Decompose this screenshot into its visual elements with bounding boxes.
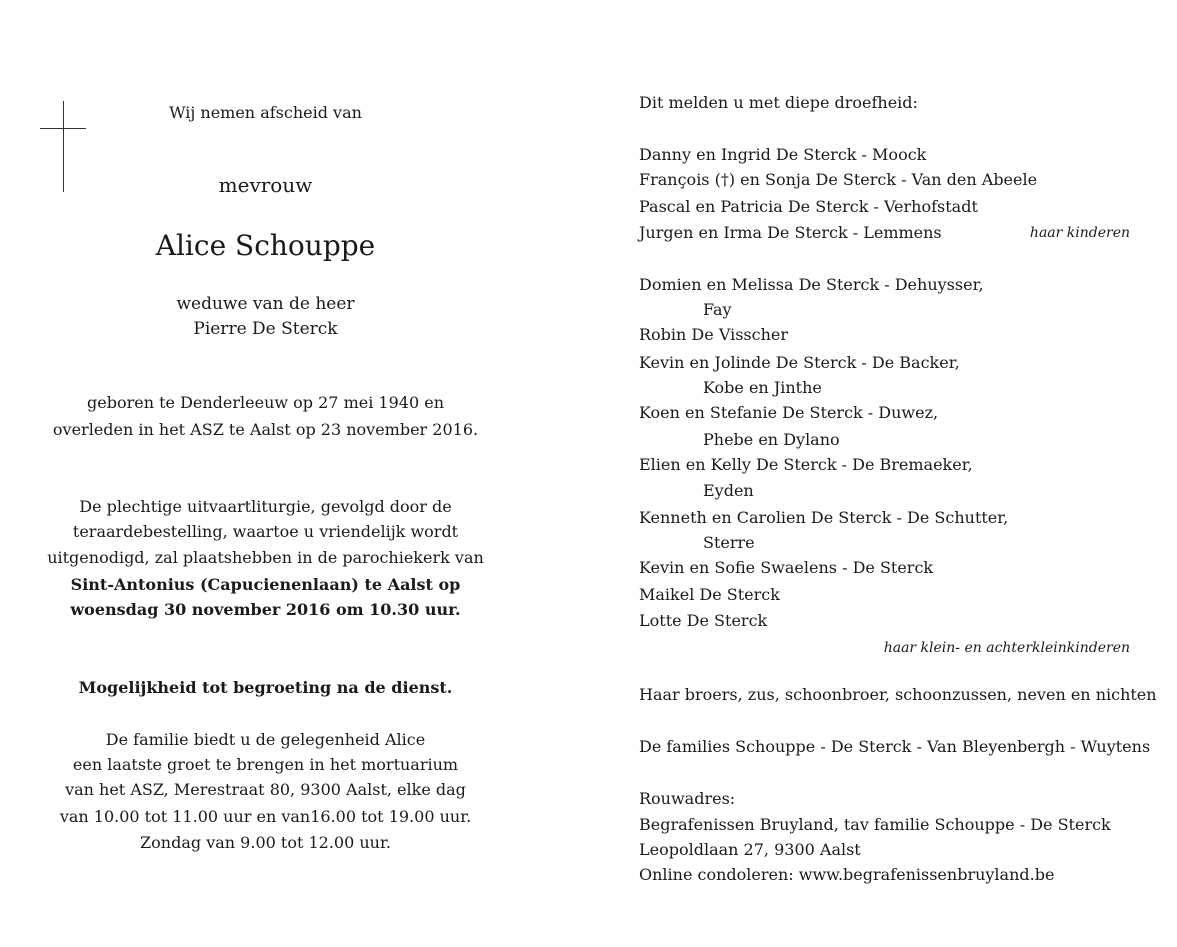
mortuary-line-1: De familie biedt u de gelegenheid Alice: [105, 730, 426, 749]
grandchild-6: Kenneth en Carolien De Sterck - De Schutter,: [639, 508, 1009, 527]
grandchild-8: Maikel De Sterck: [639, 585, 780, 604]
greatgrandchild-4: Phebe en Dylano: [703, 430, 840, 449]
grandchild-2: Robin De Visscher: [639, 325, 789, 344]
address-title: Rouwadres:: [639, 789, 736, 808]
online-condolence-link[interactable]: Online condoleren: www.begrafenissenbruyland.be: [639, 865, 1055, 884]
widow-line-2: Pierre De Sterck: [193, 319, 338, 339]
grandchildren-label: haar klein- en achterkleinkinderen: [883, 640, 1130, 656]
child-1: Danny en Ingrid De Sterck - Moock: [639, 145, 927, 164]
grandchild-7: Kevin en Sofie Swaelens - De Sterck: [639, 558, 934, 577]
right-intro: Dit melden u met diepe droefheid:: [639, 93, 918, 112]
child-4: Jurgen en Irma De Sterck - Lemmens: [639, 223, 942, 242]
address-line-2: Leopoldlaan 27, 9300 Aalst: [639, 840, 861, 859]
families-line: De families Schouppe - De Sterck - Van Bleyenbergh - Wuytens: [639, 737, 1151, 756]
address-line-1: Begrafenissen Bruyland, tav familie Schouppe - De Sterck: [639, 815, 1111, 834]
salutation: mevrouw: [218, 173, 313, 197]
mortuary-line-5: Zondag van 9.00 tot 12.00 uur.: [140, 833, 391, 852]
greatgrandchild-1: Fay: [703, 300, 732, 319]
children-label: haar kinderen: [1029, 225, 1130, 241]
greeting-note: Mogelijkheid tot begroeting na de dienst.: [78, 678, 453, 697]
death-line: overleden in het ASZ te Aalst op 23 november 2016.: [52, 420, 479, 439]
child-3: Pascal en Patricia De Sterck - Verhofstadt: [639, 197, 978, 216]
greatgrandchild-3: Kobe en Jinthe: [703, 378, 822, 397]
siblings-line: Haar broers, zus, schoonbroer, schoonzussen, neven en nichten: [639, 685, 1157, 704]
mortuary-line-2: een laatste groet te brengen in het mortuarium: [72, 755, 459, 774]
greatgrandchild-6: Sterre: [703, 533, 755, 552]
grandchild-5: Elien en Kelly De Sterck - De Bremaeker,: [639, 455, 973, 474]
grandchild-9: Lotte De Sterck: [639, 611, 768, 630]
ceremony-line-3: uitgenodigd, zal plaatshebben in de parochiekerk van: [47, 548, 484, 567]
widow-line-1: weduwe van de heer: [176, 294, 355, 314]
ceremony-location: Sint-Antonius (Capucienenlaan) te Aalst op: [70, 575, 461, 594]
deceased-name: Alice Schouppe: [155, 229, 376, 262]
mortuary-line-3: van het ASZ, Merestraat 80, 9300 Aalst, elke dag: [65, 780, 466, 799]
grandchild-4: Koen en Stefanie De Sterck - Duwez,: [639, 403, 939, 422]
birth-line: geboren te Denderleeuw op 27 mei 1940 en: [86, 393, 444, 412]
grandchild-3: Kevin en Jolinde De Sterck - De Backer,: [639, 353, 960, 372]
ceremony-line-2: teraardebestelling, waartoe u vriendelijk wordt: [72, 522, 459, 541]
mortuary-line-4: van 10.00 tot 11.00 uur en van16.00 tot 19.00 uur.: [59, 807, 472, 826]
child-2: François (†) en Sonja De Sterck - Van den Abeele: [639, 170, 1038, 189]
ceremony-line-1: De plechtige uitvaartliturgie, gevolgd door de: [79, 497, 452, 516]
grandchild-1: Domien en Melissa De Sterck - Dehuysser,: [639, 275, 984, 294]
cross-horizontal-line: [40, 128, 86, 129]
greatgrandchild-5: Eyden: [703, 481, 754, 500]
ceremony-date: woensdag 30 november 2016 om 10.30 uur.: [70, 600, 461, 619]
intro-text: Wij nemen afscheid van: [169, 103, 362, 122]
